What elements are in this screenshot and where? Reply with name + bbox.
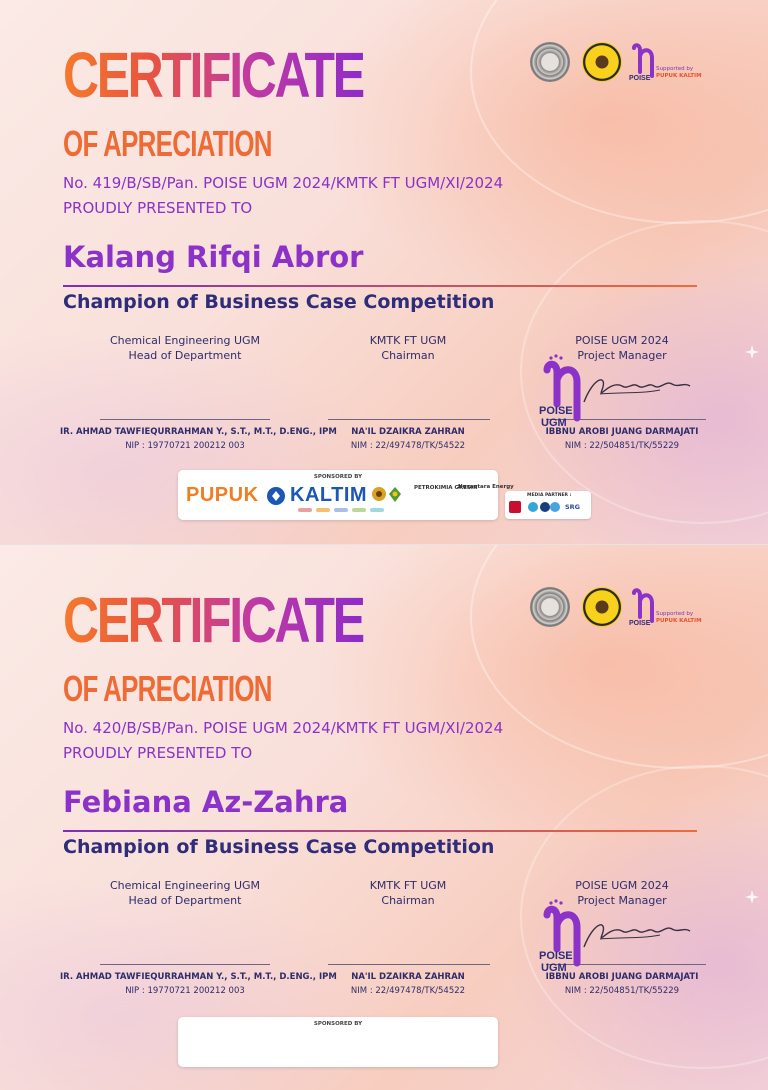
header-logos [528, 587, 708, 631]
supported-by-text: Supported by PUPUK KALTIM [656, 611, 702, 624]
petrokimia-logo-text: PETROKIMIA GRESIK [414, 485, 478, 491]
signatory-role: Chairman [381, 894, 435, 907]
sparkle-icon [745, 890, 759, 904]
background-swirl [470, 0, 768, 224]
presented-label: PROUDLY PRESENTED TO [63, 199, 253, 217]
recipient-name: Febiana Az-Zahra [63, 785, 349, 819]
svg-text:POISE: POISE [629, 620, 651, 627]
certificate-subtitle: OF APRECIATION [63, 123, 272, 164]
poise-logo-icon [628, 587, 658, 629]
signatory-head-of-department [60, 333, 337, 451]
signatory-id: NIM : 22/497478/TK/54522 [350, 441, 466, 451]
sparkle-icon [745, 345, 759, 359]
certificate-subtitle: OF APRECIATION [63, 668, 272, 709]
signatory-name: NA'IL DZAIKRA ZAHRAN [351, 427, 465, 437]
pupuk-kaltim-icon [266, 486, 286, 506]
signature-line [100, 964, 270, 965]
signatory-role: Project Manager [577, 894, 667, 907]
recipient-name: Kalang Rifqi Abror [63, 240, 364, 274]
signatory-name: IR. AHMAD TAWFIEQURRAHMAN Y., S.T., M.T., D.ENG., IPM [60, 972, 337, 982]
signatory-name: IBBNU AROBI JUANG DARMAJATI [545, 972, 699, 982]
certificate-title: CERTIFICATE [63, 39, 364, 111]
background-swirl [470, 545, 768, 769]
certificate-number: No. 420/B/SB/Pan. POISE UGM 2024/KMTK FT UGM/XI/2024 [63, 719, 504, 737]
media-partner-panel [505, 491, 591, 519]
kaltim-logo-text: KALTIM [290, 484, 368, 506]
ugm-seal-icon [530, 42, 570, 82]
signatory-org: KMTK FT UGM [369, 879, 447, 892]
svg-text:UGM: UGM [541, 962, 567, 974]
name-underline [63, 830, 697, 832]
signatory-id: NIP : 19770721 200212 003 [125, 986, 245, 996]
sponsor-emblems-icon [371, 484, 411, 506]
ugm-seal-icon [530, 587, 570, 627]
signatory-id: NIM : 22/504851/TK/55229 [564, 441, 680, 451]
svg-text:POISE: POISE [539, 405, 573, 417]
signatory-chairman [318, 878, 498, 996]
signatory-org: Chemical Engineering UGM [109, 334, 261, 347]
sponsor-label: SPONSORED BY [313, 1021, 363, 1027]
signatory-role: Chairman [381, 349, 435, 362]
signatory-name: IBBNU AROBI JUANG DARMAJATI [545, 427, 699, 437]
media-partner-brand: SRG [565, 503, 581, 511]
signatory-org: Chemical Engineering UGM [109, 879, 261, 892]
nusantara-logo-text: Nusantara Energy [458, 484, 514, 490]
sponsor-panel [178, 1017, 498, 1067]
svg-text:UGM: UGM [541, 417, 567, 429]
signature-line [328, 419, 490, 420]
header-logos [528, 42, 708, 86]
signature-line [328, 964, 490, 965]
certificate-title: CERTIFICATE [63, 584, 364, 656]
signatory-id: NIM : 22/497478/TK/54522 [350, 986, 466, 996]
signatory-org: POISE UGM 2024 [575, 879, 669, 892]
signatory-id: NIM : 22/504851/TK/55229 [564, 986, 680, 996]
certificate-card [0, 545, 768, 1090]
certificate-number: No. 419/B/SB/Pan. POISE UGM 2024/KMTK FT UGM/XI/2024 [63, 174, 504, 192]
signatory-role: Head of Department [128, 349, 242, 362]
signatory-org: POISE UGM 2024 [575, 334, 669, 347]
signatory-head-of-department [60, 878, 337, 996]
svg-text:POISE: POISE [629, 75, 651, 82]
svg-text:POISE: POISE [539, 950, 573, 962]
signature-line [100, 419, 270, 420]
poise-logo-icon [628, 42, 658, 84]
name-underline [63, 285, 697, 287]
media-partner-logos-icon [509, 499, 563, 515]
signatory-org: KMTK FT UGM [369, 334, 447, 347]
signatory-chairman [318, 333, 498, 451]
sponsor-label: SPONSORED BY [313, 474, 363, 480]
handwritten-signature [580, 917, 695, 955]
sponsor-panel [178, 470, 514, 520]
signatory-name: IR. AHMAD TAWFIEQURRAHMAN Y., S.T., M.T., D.ENG., IPM [60, 427, 337, 437]
signatory-role: Head of Department [128, 894, 242, 907]
kmtk-logo-icon [582, 587, 622, 627]
signatory-id: NIP : 19770721 200212 003 [125, 441, 245, 451]
pupuk-logo-text: PUPUK [186, 484, 259, 506]
kmtk-logo-icon [582, 42, 622, 82]
award-title: Champion of Business Case Competition [63, 291, 495, 313]
signatory-name: NA'IL DZAIKRA ZAHRAN [351, 972, 465, 982]
presented-label: PROUDLY PRESENTED TO [63, 744, 253, 762]
supported-by-text: Supported by PUPUK KALTIM [656, 66, 702, 79]
sub-sponsor-logos-icon [298, 506, 388, 514]
signatory-role: Project Manager [577, 349, 667, 362]
handwritten-signature [580, 372, 695, 410]
media-partner-label: MEDIA PARTNER : [527, 493, 572, 498]
award-title: Champion of Business Case Competition [63, 836, 495, 858]
